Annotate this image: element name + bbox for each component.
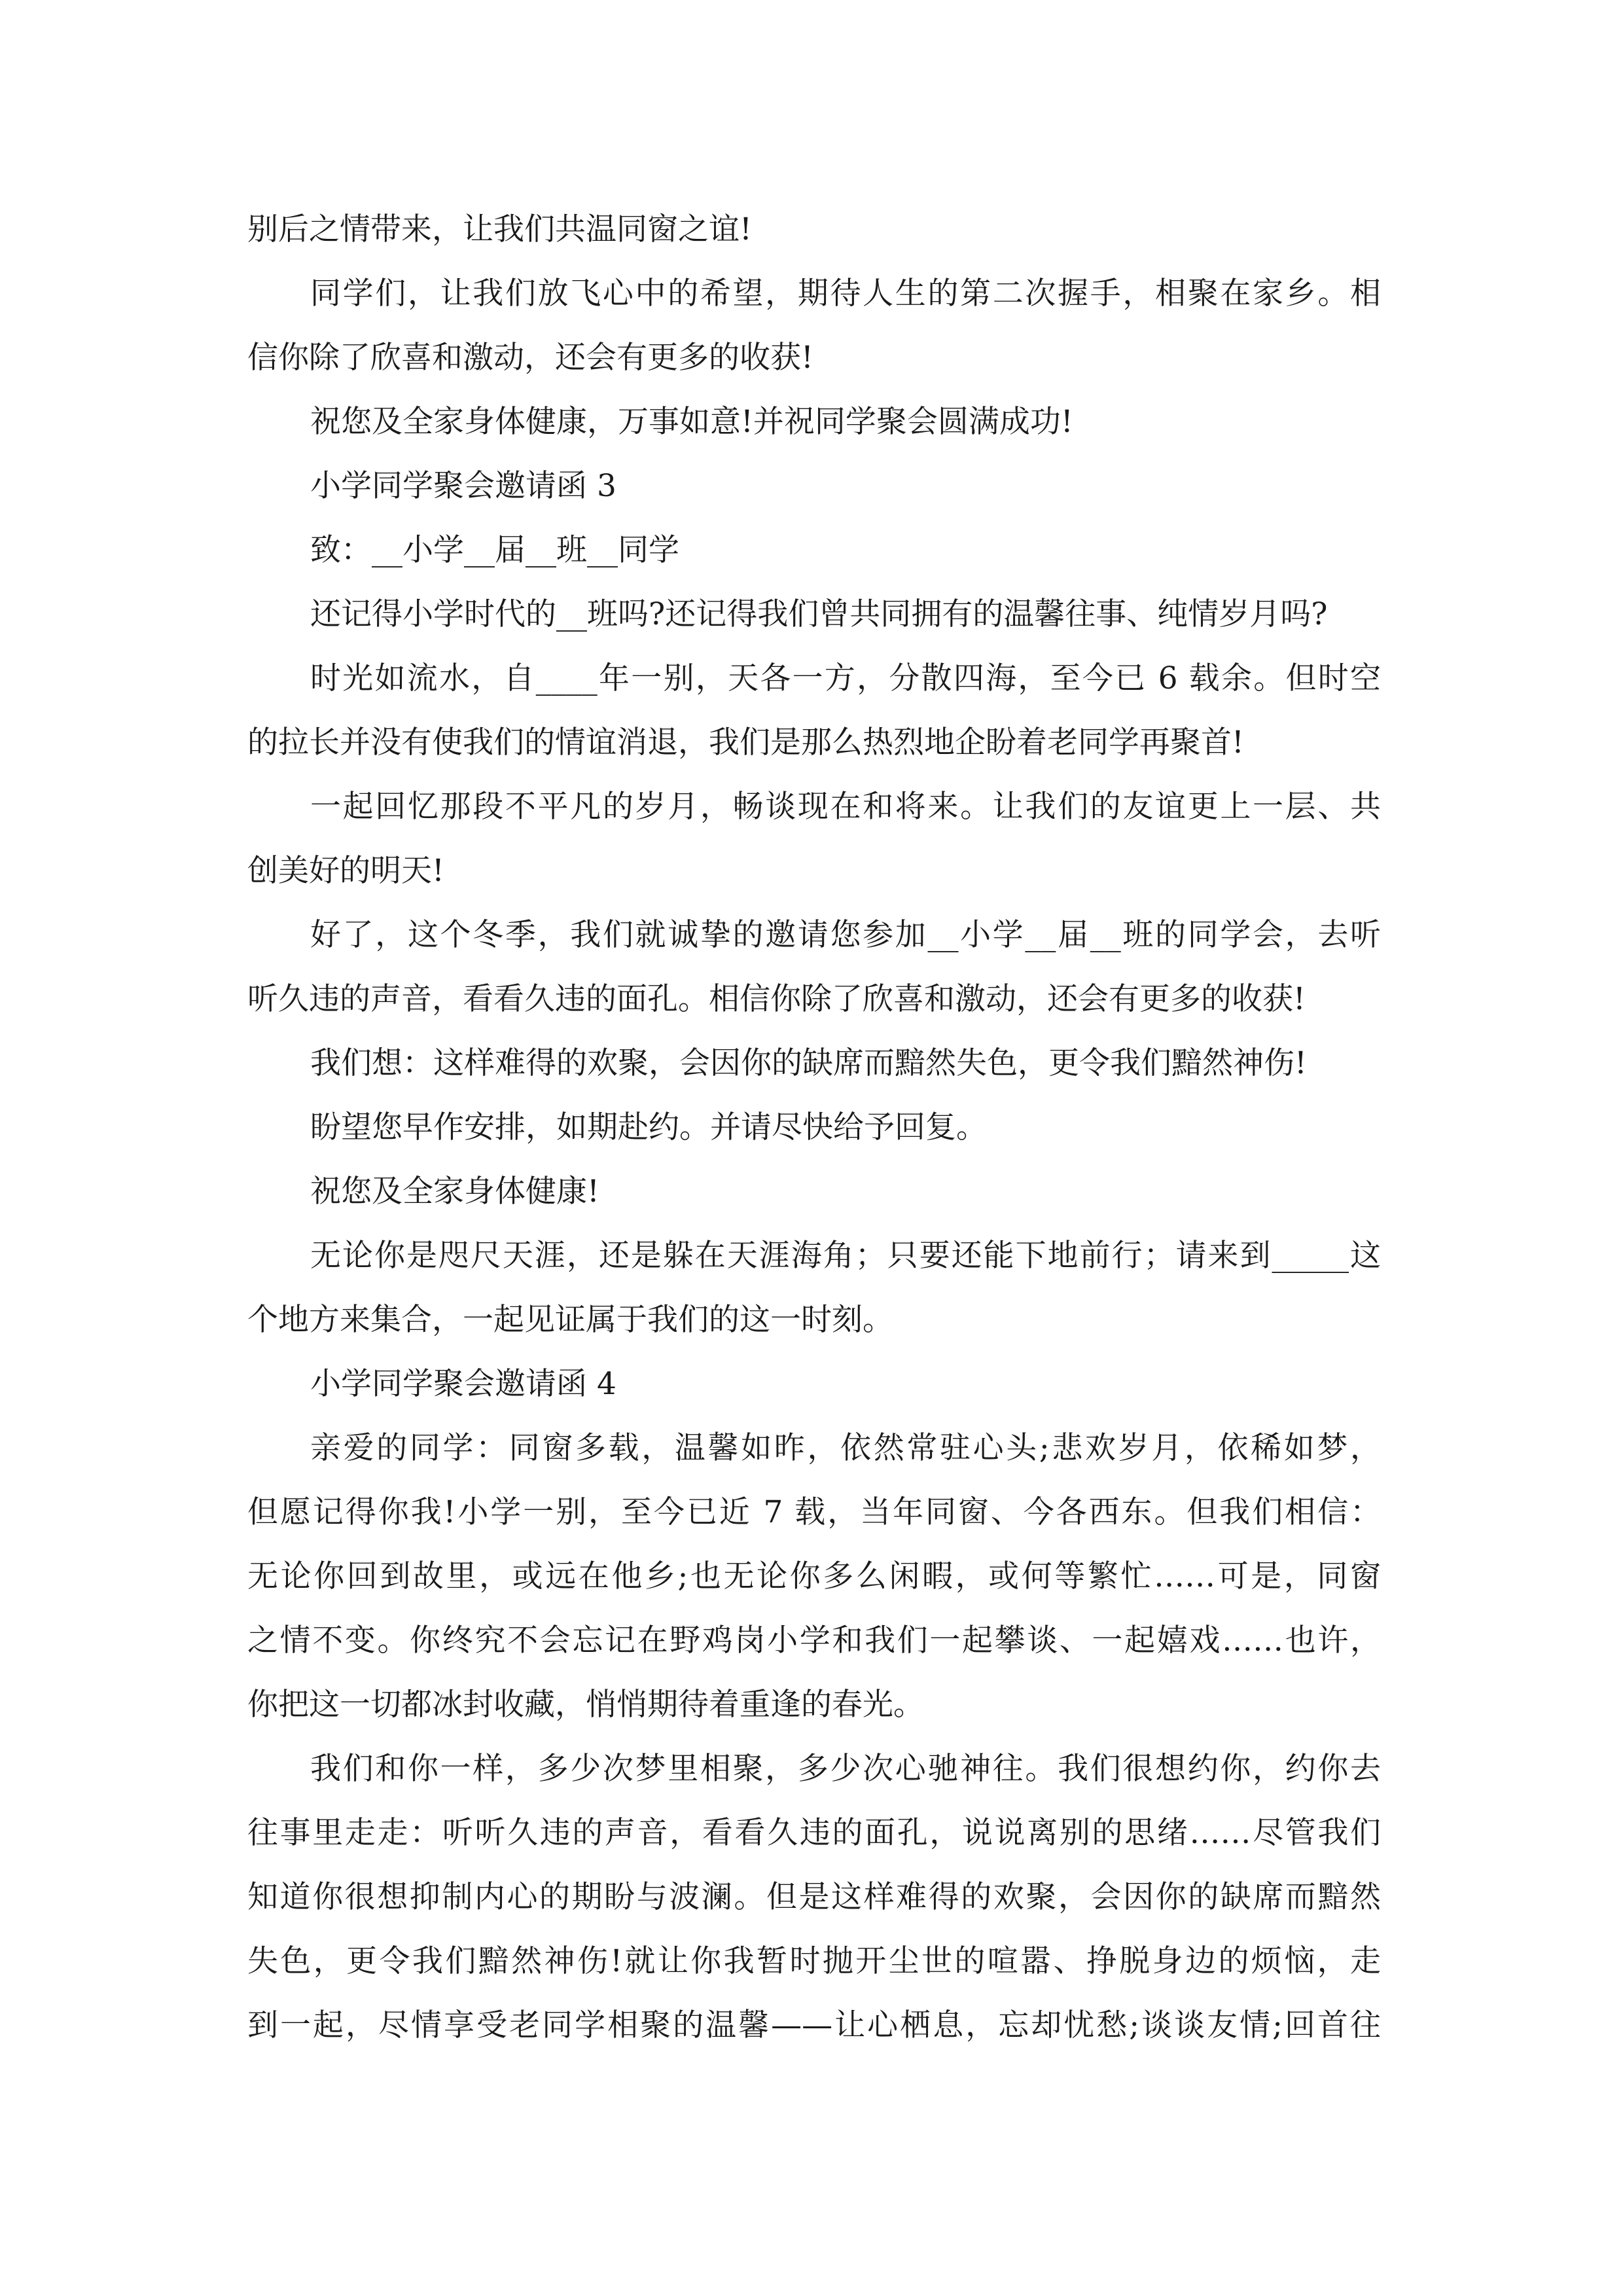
text-line: 祝您及全家身体健康! (310, 1174, 599, 1210)
text-line: 小学同学聚会邀请函 4 (310, 1366, 616, 1402)
text-line: 听久违的声音，看看久违的面孔。相信你除了欣喜和激动，还会有更多的收获! (247, 981, 1306, 1017)
text-line: 小学同学聚会邀请函 3 (310, 468, 616, 504)
text-line: 但愿记得你我!小学一别，至今已近 7 载，当年同窗、今各西东。但我们相信： (247, 1494, 1381, 1530)
text-line: 时光如流水，自____年一别，天各一方，分散四海，至今已 6 载余。但时空 (310, 660, 1381, 696)
text-line: 我们和你一样，多少次梦里相聚，多少次心驰神往。我们很想约你，约你去 (310, 1751, 1381, 1787)
text-line: 无论你是咫尺天涯，还是躲在天涯海角；只要还能下地前行；请来到_____这 (310, 1238, 1381, 1274)
document-body (247, 198, 1381, 2058)
text-line: 祝您及全家身体健康，万事如意!并祝同学聚会圆满成功! (310, 404, 1073, 440)
text-line: 一起回忆那段不平凡的岁月，畅谈现在和将来。让我们的友谊更上一层、共 (310, 789, 1381, 825)
text-line: 致：__小学__届__班__同学 (310, 532, 679, 568)
text-line: 同学们，让我们放飞心中的希望，期待人生的第二次握手，相聚在家乡。相 (310, 276, 1381, 312)
text-line: 往事里走走：听听久违的声音，看看久违的面孔，说说离别的思绪……尽管我们 (247, 1815, 1381, 1851)
text-line: 到一起，尽情享受老同学相聚的温馨——让心栖息，忘却忧愁;谈谈友情;回首往 (247, 2007, 1381, 2043)
text-line: 知道你很想抑制内心的期盼与波澜。但是这样难得的欢聚，会因你的缺席而黯然 (247, 1879, 1381, 1915)
text-line: 盼望您早作安排，如期赴约。并请尽快给予回复。 (310, 1109, 987, 1145)
text-line: 创美好的明天! (247, 853, 444, 889)
text-line: 个地方来集合，一起见证属于我们的这一时刻。 (247, 1302, 893, 1338)
text-line: 信你除了欣喜和激动，还会有更多的收获! (247, 340, 813, 376)
text-line: 好了，这个冬季，我们就诚挚的邀请您参加__小学__届__班的同学会，去听 (310, 917, 1381, 953)
text-line: 还记得小学时代的__班吗?还记得我们曾共同拥有的温馨往事、纯情岁月吗? (310, 596, 1328, 632)
text-line: 亲爱的同学：同窗多载，温馨如昨，依然常驻心头;悲欢岁月，依稀如梦， (310, 1430, 1381, 1466)
text-line: 你把这一切都冰封收藏，悄悄期待着重逢的春光。 (247, 1687, 924, 1723)
text-line: 别后之情带来，让我们共温同窗之谊! (247, 211, 752, 247)
text-line: 之情不变。你终究不会忘记在野鸡岗小学和我们一起攀谈、一起嬉戏……也许， (247, 1623, 1381, 1659)
text-line: 失色，更令我们黯然神伤!就让你我暂时抛开尘世的喧嚣、挣脱身边的烦恼，走 (247, 1943, 1381, 1979)
text-line: 的拉长并没有使我们的情谊消退，我们是那么热烈地企盼着老同学再聚首! (247, 725, 1244, 761)
text-line: 无论你回到故里，或远在他乡;也无论你多么闲暇，或何等繁忙……可是，同窗 (247, 1558, 1381, 1594)
text-line: 我们想：这样难得的欢聚，会因你的缺席而黯然失色，更令我们黯然神伤! (310, 1045, 1307, 1081)
